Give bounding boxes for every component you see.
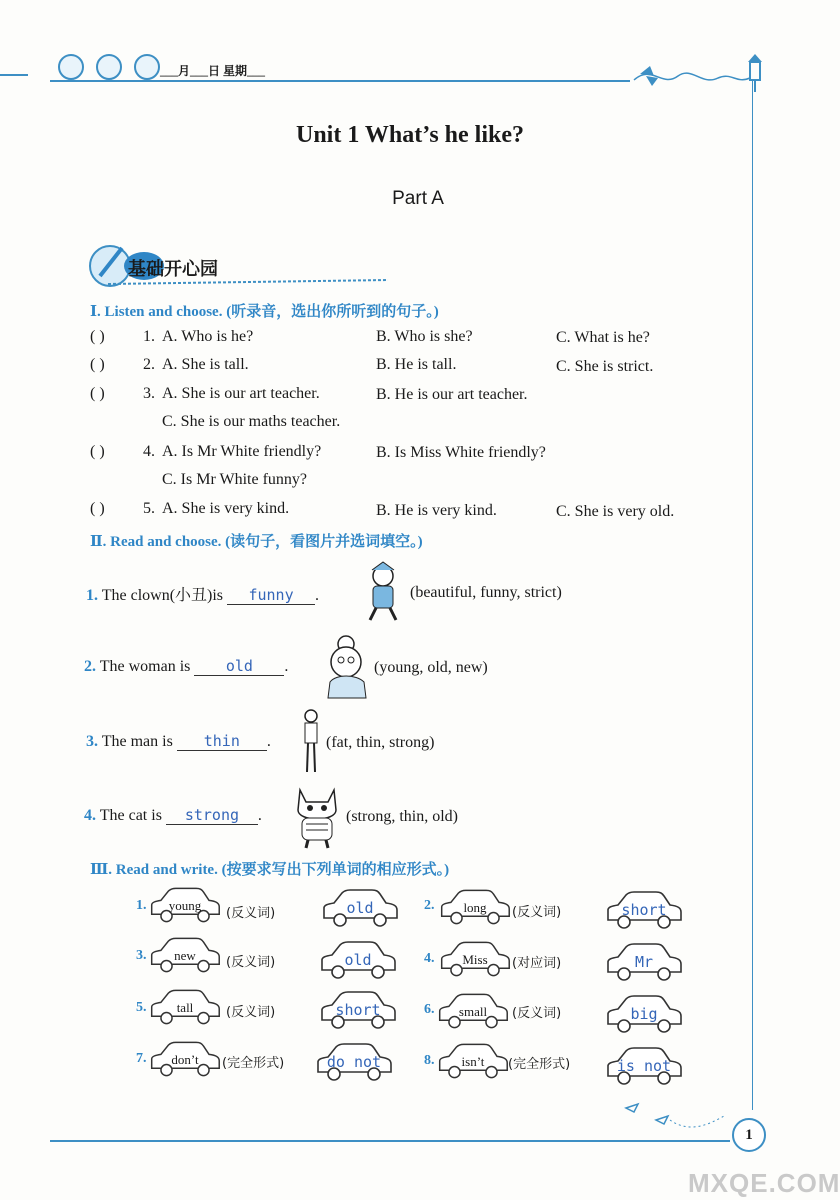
option-c: C. She is strict.	[556, 358, 654, 375]
item-number: 8.	[424, 1053, 435, 1068]
item-number: 4.	[84, 807, 96, 824]
answer-word: old	[344, 951, 372, 969]
list-item: 4. The cat is strong .	[84, 806, 262, 824]
given-word: long	[463, 900, 487, 915]
old-woman-picture	[322, 634, 374, 700]
option-c: C. She is very old.	[556, 503, 675, 520]
section3-heading: Ⅲ. Read and write. (按要求写出下列单词的相应形式。)	[90, 862, 450, 878]
answer-blank[interactable]: thin	[177, 732, 267, 751]
word-relation: (反义词)	[512, 905, 562, 920]
option-a: A. She is tall.	[162, 356, 249, 373]
item-number: 3.	[143, 385, 155, 402]
item-number: 1.	[86, 587, 98, 604]
list-item: 1. The clown(小丑)is funny .	[86, 586, 320, 604]
given-word: tall	[176, 1000, 194, 1015]
page-title: Unit 1 What’s he like?	[295, 122, 525, 148]
section2-heading: Ⅱ. Read and choose. (读句子，看图片并选词填空。)	[90, 534, 423, 550]
answer-paren[interactable]: ( )	[90, 356, 105, 373]
smiley-face-icon	[134, 54, 160, 80]
smiley-face-icon	[58, 54, 84, 80]
option-b: B. He is tall.	[376, 356, 457, 373]
word-relation: (反义词)	[512, 1006, 562, 1021]
clown-picture	[362, 562, 404, 624]
item-number: 1.	[143, 328, 155, 345]
item-number: 6.	[424, 1002, 435, 1017]
butterfly-lamp-icon	[632, 52, 772, 98]
item-number: 5.	[143, 500, 155, 517]
answer-car[interactable]	[310, 1042, 398, 1082]
answer-car[interactable]	[314, 990, 402, 1030]
word-relation: (完全形式)	[508, 1057, 571, 1072]
word-relation: (完全形式)	[222, 1056, 285, 1071]
part-heading: Part A	[392, 188, 444, 209]
word-relation: (反义词)	[226, 1005, 276, 1020]
answer-paren[interactable]: ( )	[90, 443, 105, 460]
answer-word: Mr	[634, 953, 654, 971]
answer-paren[interactable]: ( )	[90, 328, 105, 345]
word-options: (strong, thin, old)	[346, 808, 458, 825]
answer-word: is not	[616, 1057, 672, 1075]
sentence-text: The man is	[101, 733, 173, 750]
word-options: (beautiful, funny, strict)	[410, 584, 562, 601]
item-number: 2.	[84, 658, 96, 675]
answer-blank[interactable]: old	[194, 657, 284, 676]
word-car	[438, 940, 512, 978]
section1-heading: Ⅰ. Listen and choose. (听录音，选出你所听到的句子。)	[90, 304, 439, 320]
option-a: A. She is our art teacher.	[162, 385, 320, 402]
answer-paren[interactable]: ( )	[90, 385, 105, 402]
sentence-text: The clown(小丑)is	[101, 587, 224, 604]
option-b: B. Who is she?	[376, 328, 473, 345]
option-b: B. Is Miss White friendly?	[376, 444, 546, 461]
given-word: Miss	[462, 952, 488, 967]
answer-car[interactable]	[316, 888, 404, 928]
given-word: young	[168, 898, 202, 913]
option-c: C. What is he?	[556, 329, 650, 346]
word-car	[148, 886, 222, 924]
item-number: 3.	[86, 733, 98, 750]
item-number: 1.	[136, 898, 147, 913]
item-number: 7.	[136, 1051, 147, 1066]
footer-rule	[50, 1140, 730, 1142]
smiley-face-icon	[96, 54, 122, 80]
sentence-text: The woman is	[99, 658, 191, 675]
option-a: A. She is very kind.	[162, 500, 290, 517]
word-options: (fat, thin, strong)	[326, 734, 435, 751]
option-a: A. Is Mr White friendly?	[162, 443, 322, 460]
answer-word: do not	[326, 1053, 382, 1071]
answer-paren[interactable]: ( )	[90, 500, 105, 517]
word-car	[148, 1040, 222, 1078]
item-number: 5.	[136, 1000, 147, 1015]
given-word: isn’t	[461, 1054, 485, 1069]
option-b: B. He is our art teacher.	[376, 386, 528, 403]
word-options: (young, old, new)	[374, 659, 488, 676]
answer-blank[interactable]: strong	[166, 806, 258, 825]
item-number: 4.	[424, 951, 435, 966]
item-number: 3.	[136, 948, 147, 963]
word-car	[436, 992, 510, 1030]
sentence-text: The cat is	[99, 807, 162, 824]
word-car	[436, 1042, 510, 1080]
word-car	[148, 936, 222, 974]
answer-car[interactable]	[314, 940, 402, 980]
option-b: B. He is very kind.	[376, 502, 497, 519]
given-word: don’t	[171, 1052, 199, 1067]
watermark: MXQE.COM	[688, 1168, 840, 1198]
word-relation: (对应词)	[512, 956, 562, 971]
answer-blank[interactable]: funny	[227, 586, 315, 605]
word-relation: (反义词)	[226, 955, 276, 970]
item-number: 4.	[143, 443, 155, 460]
word-car	[438, 888, 512, 926]
option-c: C. Is Mr White funny?	[162, 471, 308, 488]
bird-doodle-icon	[620, 1094, 730, 1134]
answer-word: big	[630, 1005, 658, 1023]
item-number: 2.	[143, 356, 155, 373]
right-margin-rule	[752, 80, 753, 1110]
list-item: 3. The man is thin .	[86, 732, 271, 750]
banner-title: 基础开心园	[128, 259, 218, 280]
answer-car[interactable]	[600, 994, 688, 1034]
answer-car[interactable]	[600, 890, 688, 930]
answer-car[interactable]	[600, 1046, 688, 1086]
thin-man-picture	[298, 708, 324, 774]
cat-picture	[288, 786, 346, 850]
answer-word: short	[335, 1001, 381, 1019]
header-rule	[50, 80, 630, 82]
answer-word: short	[621, 901, 667, 919]
given-word: small	[458, 1004, 488, 1019]
option-a: A. Who is he?	[162, 328, 254, 345]
option-c: C. She is our maths teacher.	[162, 413, 341, 430]
answer-car[interactable]	[600, 942, 688, 982]
page-number: 1	[732, 1118, 766, 1152]
header-left-rule	[0, 74, 28, 76]
date-line: ___月___日 星期___	[160, 64, 266, 78]
word-relation: (反义词)	[226, 906, 276, 921]
list-item: 2. The woman is old .	[84, 657, 289, 675]
answer-word: old	[346, 899, 374, 917]
given-word: new	[174, 948, 196, 963]
word-car	[148, 988, 222, 1026]
item-number: 2.	[424, 898, 435, 913]
